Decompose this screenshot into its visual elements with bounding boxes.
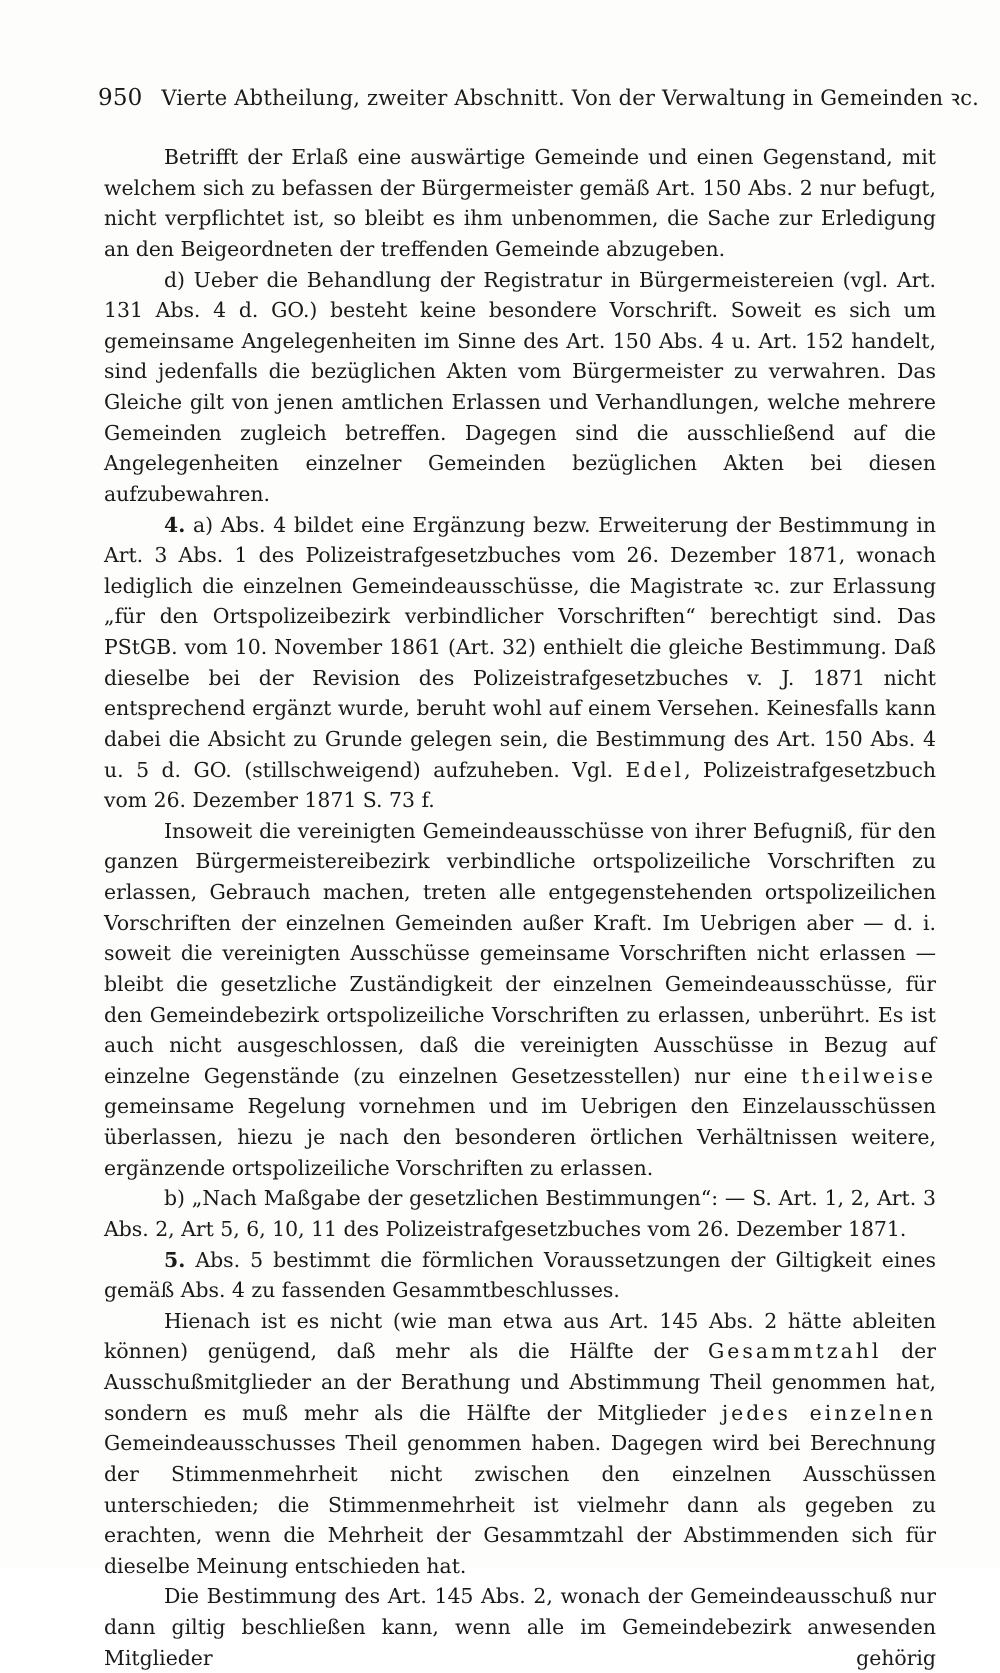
page-number: 950 xyxy=(98,85,143,111)
running-head xyxy=(98,84,980,118)
paragraph-text: a) Abs. 4 bildet eine Ergänzung bezw. Erweiterung der Bestimmung in Art. 3 Abs. 1 des Polizeistrafgesetzbuches vom 26. Dezember 1871, wonach lediglich die einzelnen Gemeindeausschüsse, die Magistrate ꝛc. zur Erlassung „für den Ortspolizeibezirk verbindlicher Vorschriften“ berechtigt sind. Das PStGB. vom 10. November 1861 (Art. 32) enthielt die gleiche Bestimmung. Daß dieselbe bei der Revision des Polizeistrafgesetzbuches v. J. 1871 nicht entsprechend ergänzt wurde, beruht wohl auf einem Versehen. Keinesfalls kann dabei die Absicht zu Grunde gelegen sein, die Bestimmung des Art. 150 Abs. 4 u. 5 d. GO. (stillschweigend) aufzuheben. Vgl. xyxy=(104,512,936,782)
paragraph-text-tail: , Polizeistrafgesetzbuch vom 26. Dezember 1871 S. 73 f. xyxy=(104,757,936,813)
paragraph-text-tail: gemeinsame Regelung vornehmen und im Uebrigen den Einzelausschüssen überlassen, hiezu je nach den besonderen örtlichen Verhältnissen weitere, ergänzende ortspolizeiliche Vorschriften zu erlassen. xyxy=(104,1094,936,1180)
paragraph-text: b) „Nach Maßgabe der gesetzlichen Bestimmungen“: — S. Art. 1, 2, Art. 3 Abs. 2, Art 5, 6, 10, 11 des Polizeistrafgesetzbuches vom 26. Dezember 1871. xyxy=(104,1186,936,1241)
paragraph-text: Insoweit die vereinigten Gemeindeausschüsse von ihrer Befugniß, für den ganzen Bürgermeistereibezirk verbindliche ortspolizeiliche Vorschriften zu erlassen, Gebrauch machen, treten alle entgegenstehenden ortspolizeilichen Vorschriften der einzelnen Gemeinden außer Kraft. Im Uebrigen aber — d. i. soweit die vereinigten Ausschüsse gemeinsame Vorschriften nicht erlassen — bleibt die gesetzliche Zuständigkeit der einzelnen Gemeindeausschüsse, für den Gemeindebezirk ortspolizeiliche Vorschriften zu erlassen, unberührt. Es ist auch nicht ausgeschlossen, daß die vereinigten Ausschüsse in Bezug auf einzelne Gegenstände (zu einzelnen Gesetzesstellen) nur eine xyxy=(104,818,936,1088)
spaced-emphasis: theilweise xyxy=(800,1063,936,1088)
spaced-emphasis: Gesammtzahl xyxy=(708,1339,882,1364)
paragraph-text-tail: Gemeindeausschusses Theil genommen haben. Dagegen wird bei Berechnung der Stimmenmehrheit nicht zwischen den einzelnen Ausschüssen unterschieden; die Stimmenmehrheit ist vielmehr dann als gegeben zu erachten, wenn die Mehrheit der Gesammtzahl der Abstimmenden sich für dieselbe Meinung entschieden hat. xyxy=(104,1431,936,1578)
paragraph-5 xyxy=(104,1183,936,1244)
paragraph-3 xyxy=(104,510,936,816)
spaced-emphasis: jedes einzelnen xyxy=(721,1400,937,1425)
paragraph-number: 5. xyxy=(164,1247,186,1272)
paragraph-6 xyxy=(104,1245,936,1306)
paragraph-text: Betrifft der Erlaß eine auswärtige Gemeinde und einen Gegenstand, mit welchem sich zu befassen der Bürgermeister gemäß Art. 150 Abs. 2 nur befugt, nicht verpflichtet ist, so bleibt es ihm unbenommen, die Sache zur Erledigung an den Beigeordneten der treffenden Gemeinde abzugeben. xyxy=(104,145,936,261)
paragraph-1 xyxy=(104,142,936,265)
paragraph-text: Abs. 5 bestimmt die förmlichen Voraussetzungen der Giltigkeit eines gemäß Abs. 4 zu fassenden Gesammtbeschlusses. xyxy=(104,1247,936,1303)
paragraph-text-tail: der Ausschußmitglieder an der Berathung und Abstimmung Theil genommen hat, sondern es muß mehr als die Hälfte der Mitglieder xyxy=(104,1339,936,1425)
spaced-emphasis: Edel xyxy=(625,757,685,782)
paragraph-text: Die Bestimmung des Art. 145 Abs. 2, wonach der Gemeindeausschuß nur dann giltig beschließen kann, wenn alle im Gemeindebezirk anwesenden Mitglieder gehörig xyxy=(104,1584,936,1670)
paragraph-number: 4. xyxy=(164,512,186,537)
paragraph-7 xyxy=(104,1306,936,1582)
paragraph-text: Hienach ist es nicht (wie man etwa aus Art. 145 Abs. 2 hätte ableiten können) genügend, daß mehr als die Hälfte der xyxy=(104,1308,936,1364)
paragraph-8 xyxy=(104,1581,936,1673)
running-head-title: Vierte Abtheilung, zweiter Abschnitt. Von der Verwaltung in Gemeinden ꝛc. xyxy=(161,86,980,110)
paragraph-text: d) Ueber die Behandlung der Registratur in Bürgermeistereien (vgl. Art. 131 Abs. 4 d. GO.) besteht keine besondere Vorschrift. Soweit es sich um gemeinsame Angelegenheiten im Sinne des Art. 150 Abs. 4 u. Art. 152 handelt, sind jedenfalls die bezüglichen Akten vom Bürgermeister zu verwahren. Das Gleiche gilt von jenen amtlichen Erlassen und Verhandlungen, welche mehrere Gemeinden zugleich betreffen. Dagegen sind die ausschließend auf die Angelegenheiten einzelner Gemeinden bezüglichen Akten bei diesen aufzubewahren. xyxy=(104,267,936,506)
body-text xyxy=(104,142,936,1673)
paragraph-2 xyxy=(104,265,936,510)
paragraph-4 xyxy=(104,816,936,1184)
